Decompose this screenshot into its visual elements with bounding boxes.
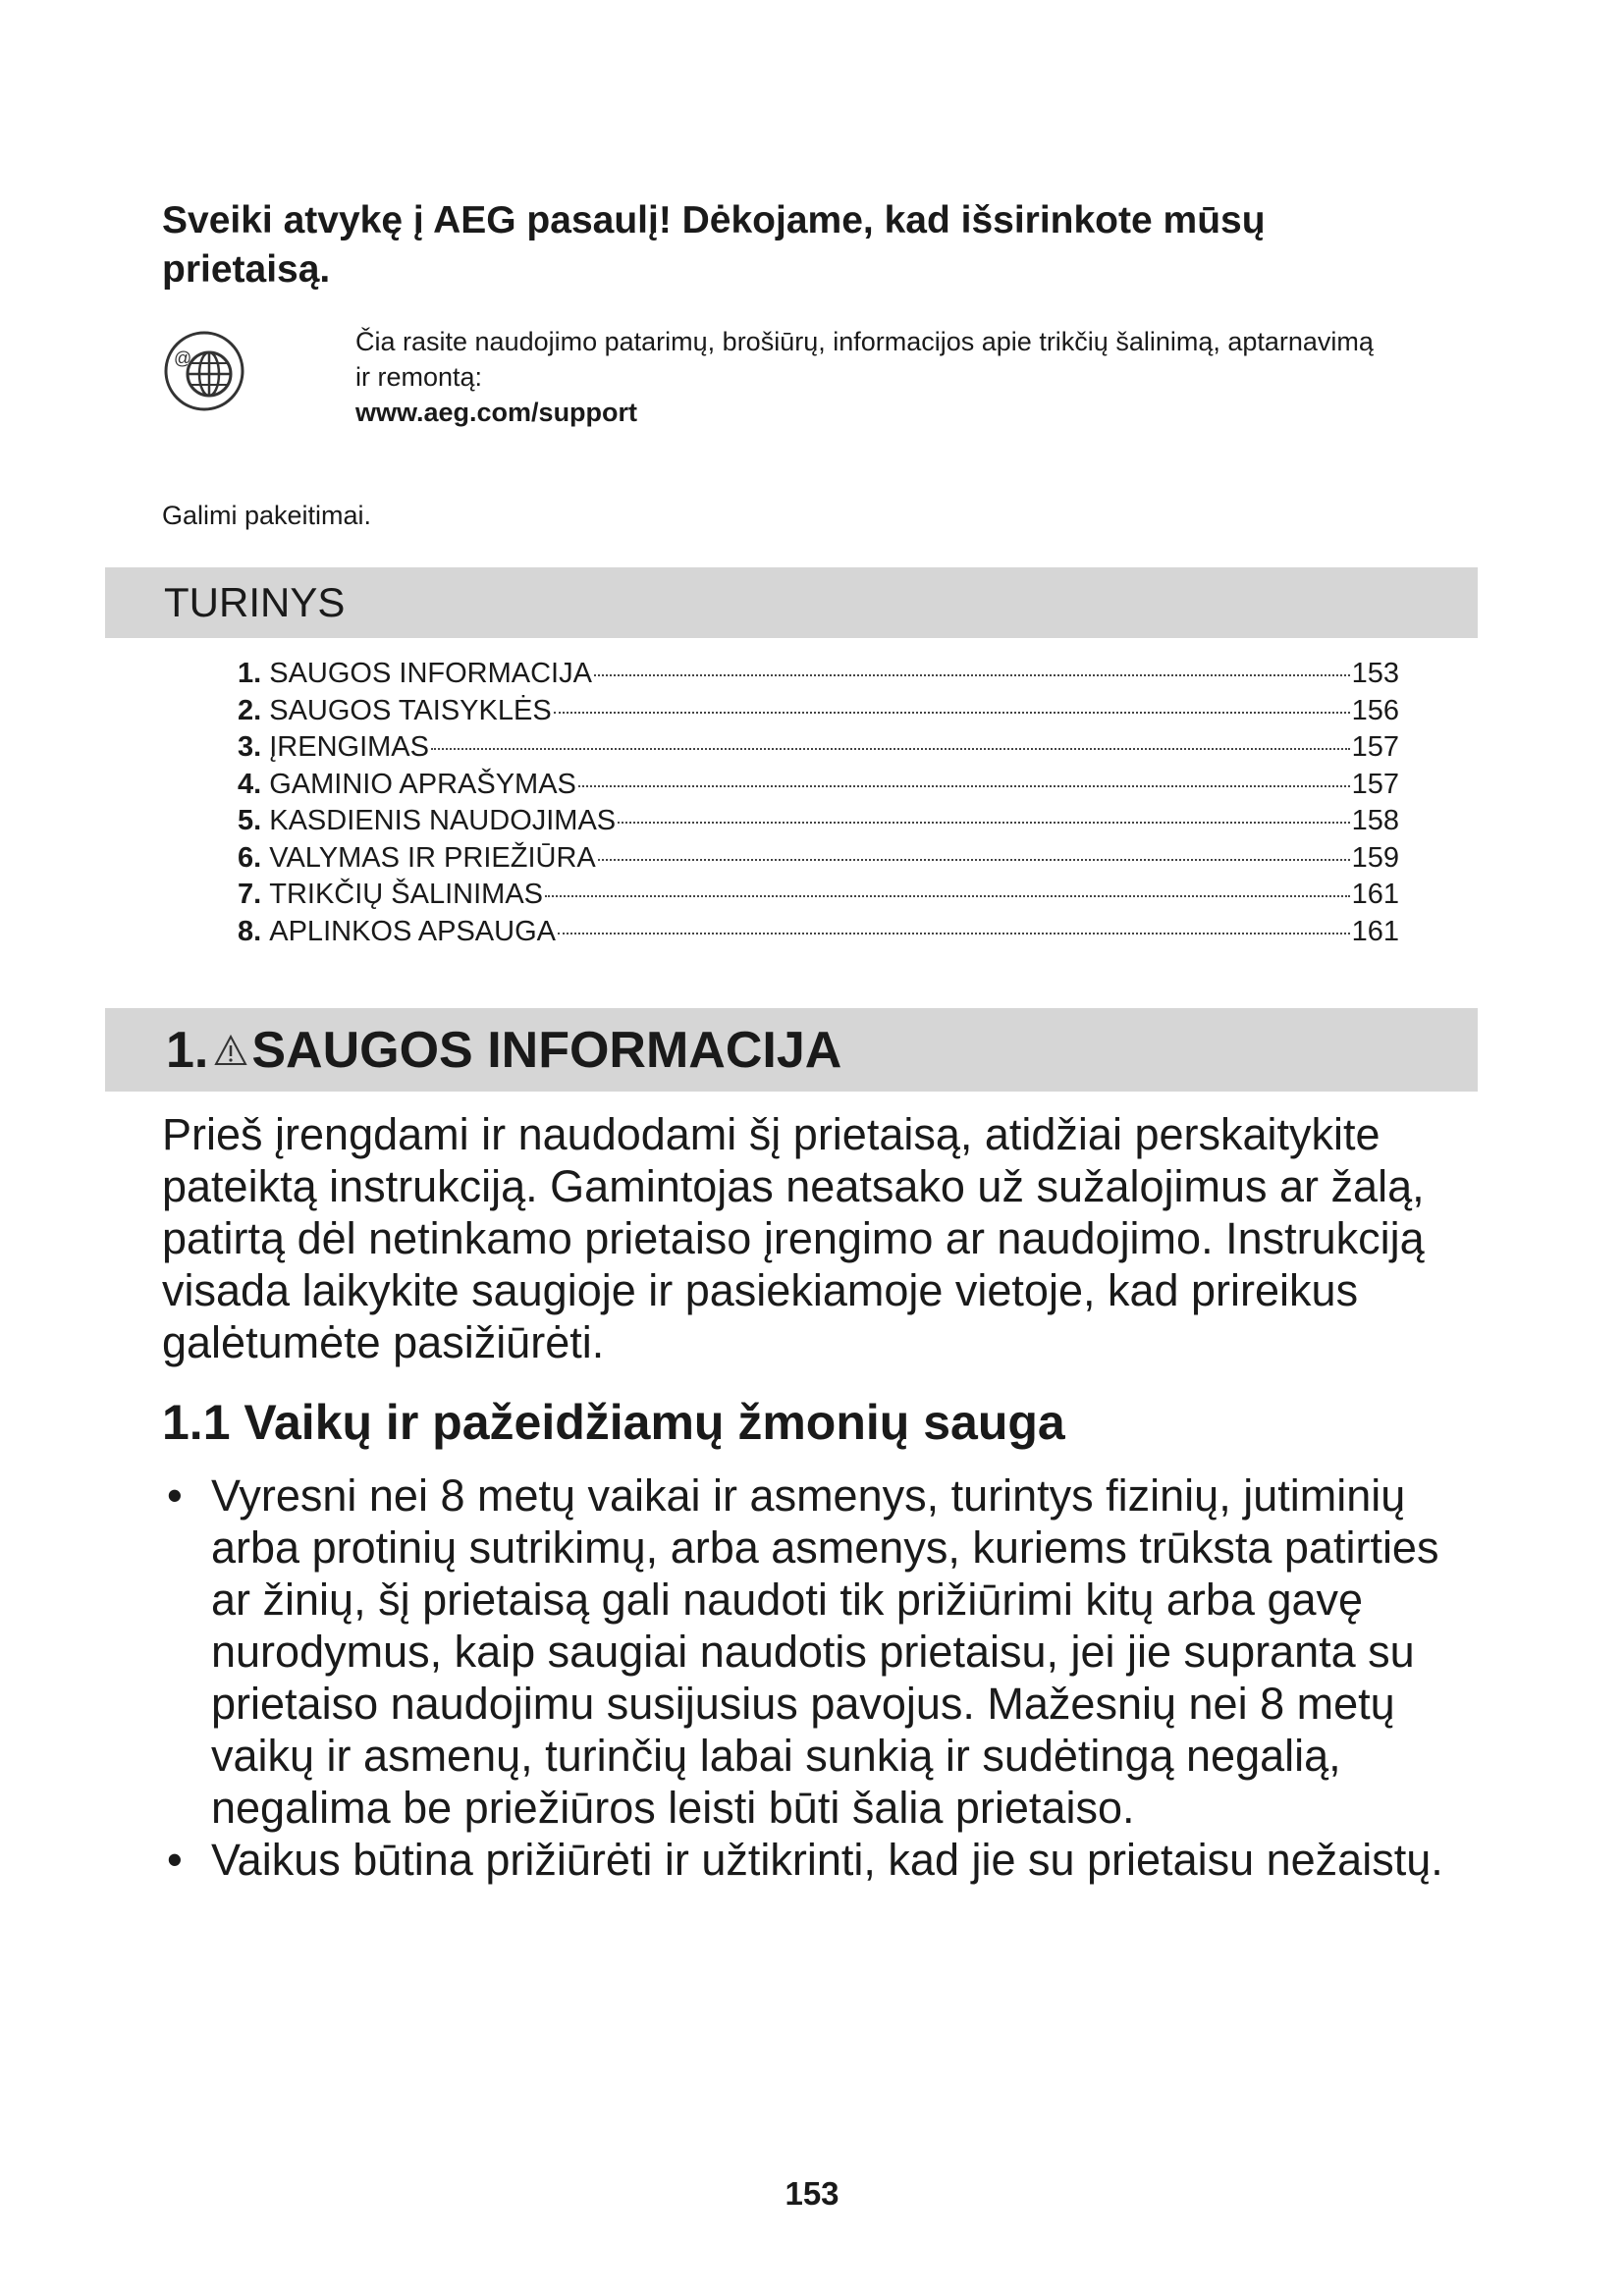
- support-info: [355, 324, 1377, 430]
- toc-entry[interactable]: [238, 914, 1399, 951]
- safety-bullet-list: [162, 1469, 1483, 1886]
- toc-entry-page: 157: [1351, 768, 1399, 800]
- toc-list: [238, 656, 1399, 950]
- toc-entry-number: 6.: [238, 841, 262, 874]
- toc-leader-dots: [545, 895, 1350, 897]
- welcome-heading: Sveiki atvykę į AEG pasaulį! Dėkojame, kad išsirinkote mūsų prietaisą.: [162, 199, 1266, 291]
- toc-entry-number: 1.: [238, 658, 262, 689]
- toc-entry-number: 3.: [238, 731, 262, 763]
- toc-leader-dots: [558, 933, 1350, 934]
- toc-entry-page: 158: [1351, 805, 1399, 836]
- warning-triangle-icon: [214, 1034, 247, 1067]
- toc-entry-page: 161: [1351, 879, 1399, 910]
- toc-entry-page: 153: [1351, 658, 1399, 689]
- toc-entry-label: APLINKOS APSAUGA: [269, 915, 556, 947]
- toc-leader-dots: [578, 785, 1350, 787]
- toc-leader-dots: [554, 712, 1350, 714]
- section-header-bar: [105, 1008, 1478, 1092]
- page-number: 153: [785, 2175, 839, 2212]
- web-globe-icon: [162, 329, 246, 413]
- toc-entry-page: 157: [1351, 731, 1399, 763]
- toc-entry[interactable]: [238, 729, 1399, 767]
- subsection-title: 1.1 Vaikų ir pažeidžiamų žmonių sauga: [162, 1395, 1065, 1450]
- toc-leader-dots: [598, 859, 1350, 861]
- toc-entry-number: 4.: [238, 768, 262, 800]
- toc-entry-page: 159: [1351, 841, 1399, 874]
- support-text: Čia rasite naudojimo patarimų, brošiūrų, informacijos apie trikčių šalinimą, aptarnavimą ir remontą:: [355, 327, 1374, 392]
- toc-entry-number: 2.: [238, 694, 262, 726]
- toc-leader-dots: [618, 822, 1349, 824]
- toc-entry[interactable]: [238, 877, 1399, 914]
- safety-intro-paragraph: Prieš įrengdami ir naudodami šį prietaisą, atidžiai perskaitykite pateiktą instrukciją. Gamintojas neatsako už sužalojimus ar žalą, patirtą dėl netinkamo prietaiso įrengimo ar naudojimo. Instrukciją visada laikykite saugioje ir pasiekiamoje vietoje, kad prireikus galėtumėte pasižiūrėti.: [162, 1109, 1425, 1367]
- toc-entry-label: TRIKČIŲ ŠALINIMAS: [269, 879, 544, 910]
- changes-note: Galimi pakeitimai.: [162, 501, 372, 530]
- list-item: • Vaikus būtina prižiūrėti ir užtikrinti, kad jie su prietaisu nežaistų.: [162, 1834, 1483, 1886]
- toc-entry-label: VALYMAS IR PRIEŽIŪRA: [269, 841, 596, 874]
- toc-entry-number: 5.: [238, 805, 262, 836]
- toc-entry[interactable]: [238, 693, 1399, 730]
- toc-entry-label: GAMINIO APRAŠYMAS: [269, 768, 576, 800]
- toc-entry[interactable]: [238, 803, 1399, 840]
- toc-entry-label: SAUGOS INFORMACIJA: [269, 658, 592, 689]
- toc-entry-number: 8.: [238, 915, 262, 947]
- toc-entry[interactable]: [238, 840, 1399, 878]
- toc-entry-label: KASDIENIS NAUDOJIMAS: [269, 805, 617, 836]
- toc-entry-page: 156: [1351, 694, 1399, 726]
- toc-title: TURINYS: [164, 579, 346, 625]
- toc-entry-label: ĮRENGIMAS: [269, 731, 429, 763]
- section-number: 1.: [166, 1022, 209, 1079]
- svg-text:@: @: [174, 348, 192, 368]
- section-title: [166, 1019, 841, 1082]
- section-title-text: SAUGOS INFORMACIJA: [251, 1022, 842, 1079]
- support-link[interactable]: www.aeg.com/support: [355, 398, 638, 427]
- toc-entry[interactable]: [238, 656, 1399, 693]
- toc-entry-page: 161: [1351, 915, 1399, 947]
- toc-entry[interactable]: [238, 767, 1399, 804]
- toc-header-bar: [105, 567, 1478, 638]
- toc-leader-dots: [594, 674, 1350, 676]
- toc-leader-dots: [431, 748, 1350, 750]
- list-item: • Vyresni nei 8 metų vaikai ir asmenys, turintys fizinių, jutiminių arba protinių sutrikimų, arba asmenys, kuriems trūksta patirties ar žinių, šį prietaisą gali naudoti tik prižiūrimi kitų arba gavę nurodymus, kaip saugiai naudotis prietaisu, jei jie supranta su prietaiso naudojimu susijusius pavojus. Mažesnių nei 8 metų vaikų ir asmenų, turinčių labai sunkią ir sudėtingą negalią, negalima be priežiūros leisti būti šalia prietaiso.: [162, 1469, 1483, 1834]
- toc-entry-label: SAUGOS TAISYKLĖS: [269, 694, 552, 726]
- toc-entry-number: 7.: [238, 879, 262, 910]
